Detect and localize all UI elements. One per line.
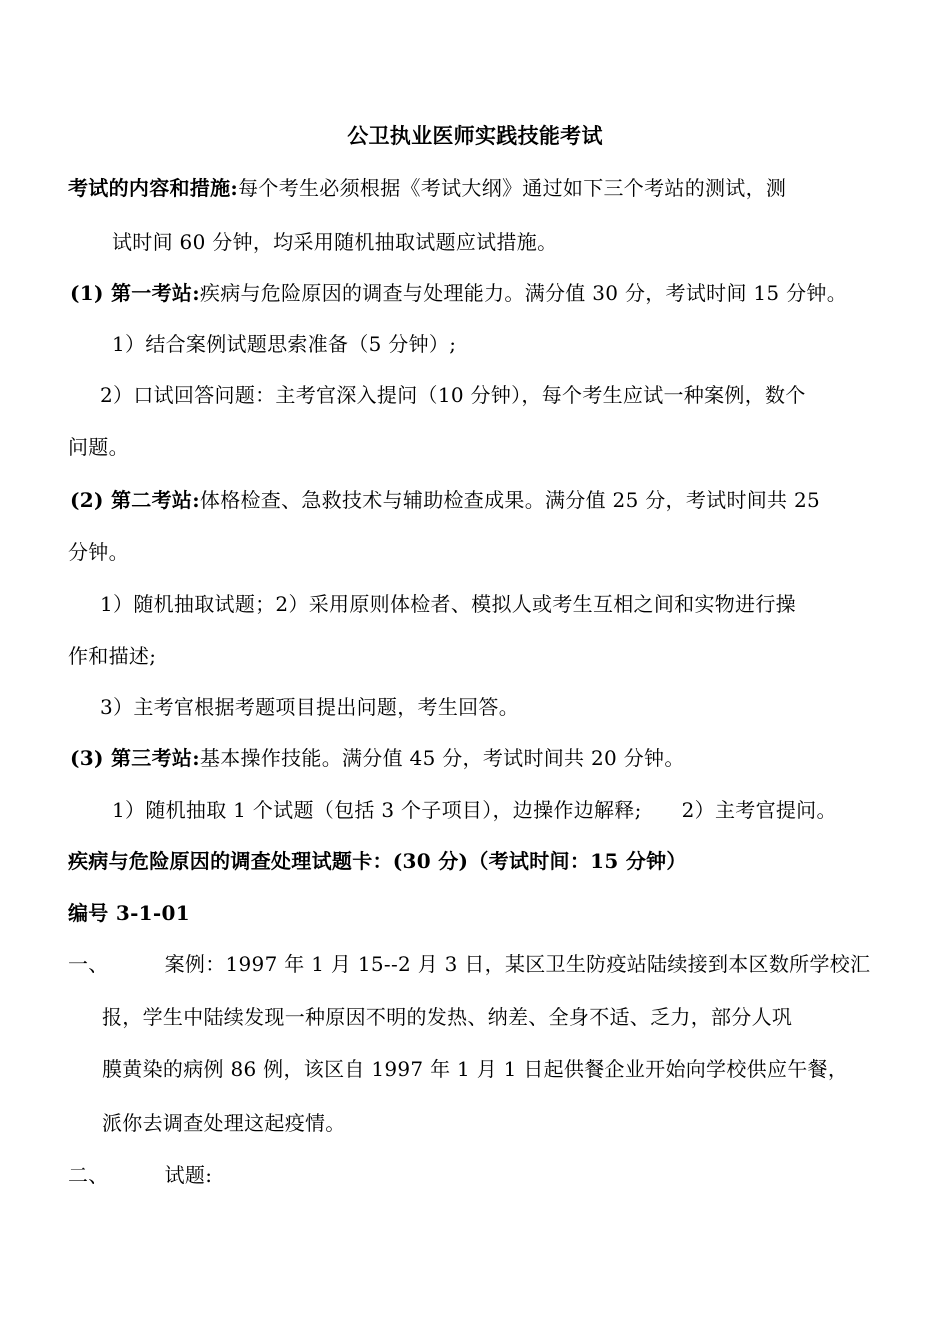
station3-item1: 1）随机抽取 1 个试题（包括 3 个子项目），边操作边解释; [112,798,642,822]
station1-label: (1) 第一考站: [70,281,200,305]
section1-line1: 案例：1997 年 1 月 15--2 月 3 日，某区卫生防疫站陆续接到本区数所学校汇 [164,952,871,976]
station3-items [112,796,837,824]
section1-line3: 膜黄染的病例 86 例，该区自 1997 年 1 月 1 日起供餐企业开始向学校供应午餐， [102,1057,849,1081]
section1-marker: 一、 [68,952,109,976]
station3-paragraph [70,744,685,772]
station1-item1: 1）结合案例试题思索准备（5 分钟）; [112,332,457,356]
intro-label: 考试的内容和措施: [68,176,239,200]
section1-first-line [68,950,870,978]
card-heading: 疾病与危险原因的调查处理试题卡：(30 分)（考试时间：15 分钟） [68,849,687,873]
station2-label: (2) 第二考站: [70,488,200,512]
station2-item1-line1: 1）随机抽取试题；2）采用原则体检者、模拟人或考生互相之间和实物进行操 [100,592,796,616]
station3-text: 基本操作技能。满分值 45 分，考试时间共 20 分钟。 [199,746,685,770]
station2-paragraph [70,486,820,514]
station2-item3: 3）主考官根据考题项目提出问题，考生回答。 [100,695,520,719]
section1-line2: 报，学生中陆续发现一种原因不明的发热、纳差、全身不适、乏力，部分人巩 [102,1005,793,1029]
station3-label: (3) 第三考站: [70,746,200,770]
section2-marker: 二、 [68,1163,109,1187]
section2-line [68,1161,212,1189]
intro-text-line2: 试时间 60 分钟，均采用随机抽取试题应试措施。 [112,230,558,254]
station1-text: 疾病与危险原因的调查与处理能力。满分值 30 分，考试时间 15 分钟。 [199,281,848,305]
station2-text-line2: 分钟。 [68,540,129,564]
station1-paragraph [70,279,847,307]
station1-item2-line1: 2）口试回答问题：主考官深入提问（10 分钟），每个考生应试一种案例，数个 [100,383,806,407]
station1-item2-line2: 问题。 [68,435,129,459]
station2-text-line1: 体格检查、急救技术与辅助检查成果。满分值 25 分，考试时间共 25 [199,488,821,512]
station2-item1-line2: 作和描述; [68,644,157,668]
section2-text: 试题: [164,1163,213,1187]
card-number: 编号 3-1-01 [68,901,190,925]
document-title: 公卫执业医师实践技能考试 [347,123,603,148]
section1-line4: 派你去调查处理这起疫情。 [102,1111,346,1135]
intro-text-line1: 每个考生必须根据《考试大纲》通过如下三个考站的测试，测 [238,176,787,200]
intro-paragraph [68,174,786,202]
station3-item2: 2）主考官提问。 [681,798,837,822]
